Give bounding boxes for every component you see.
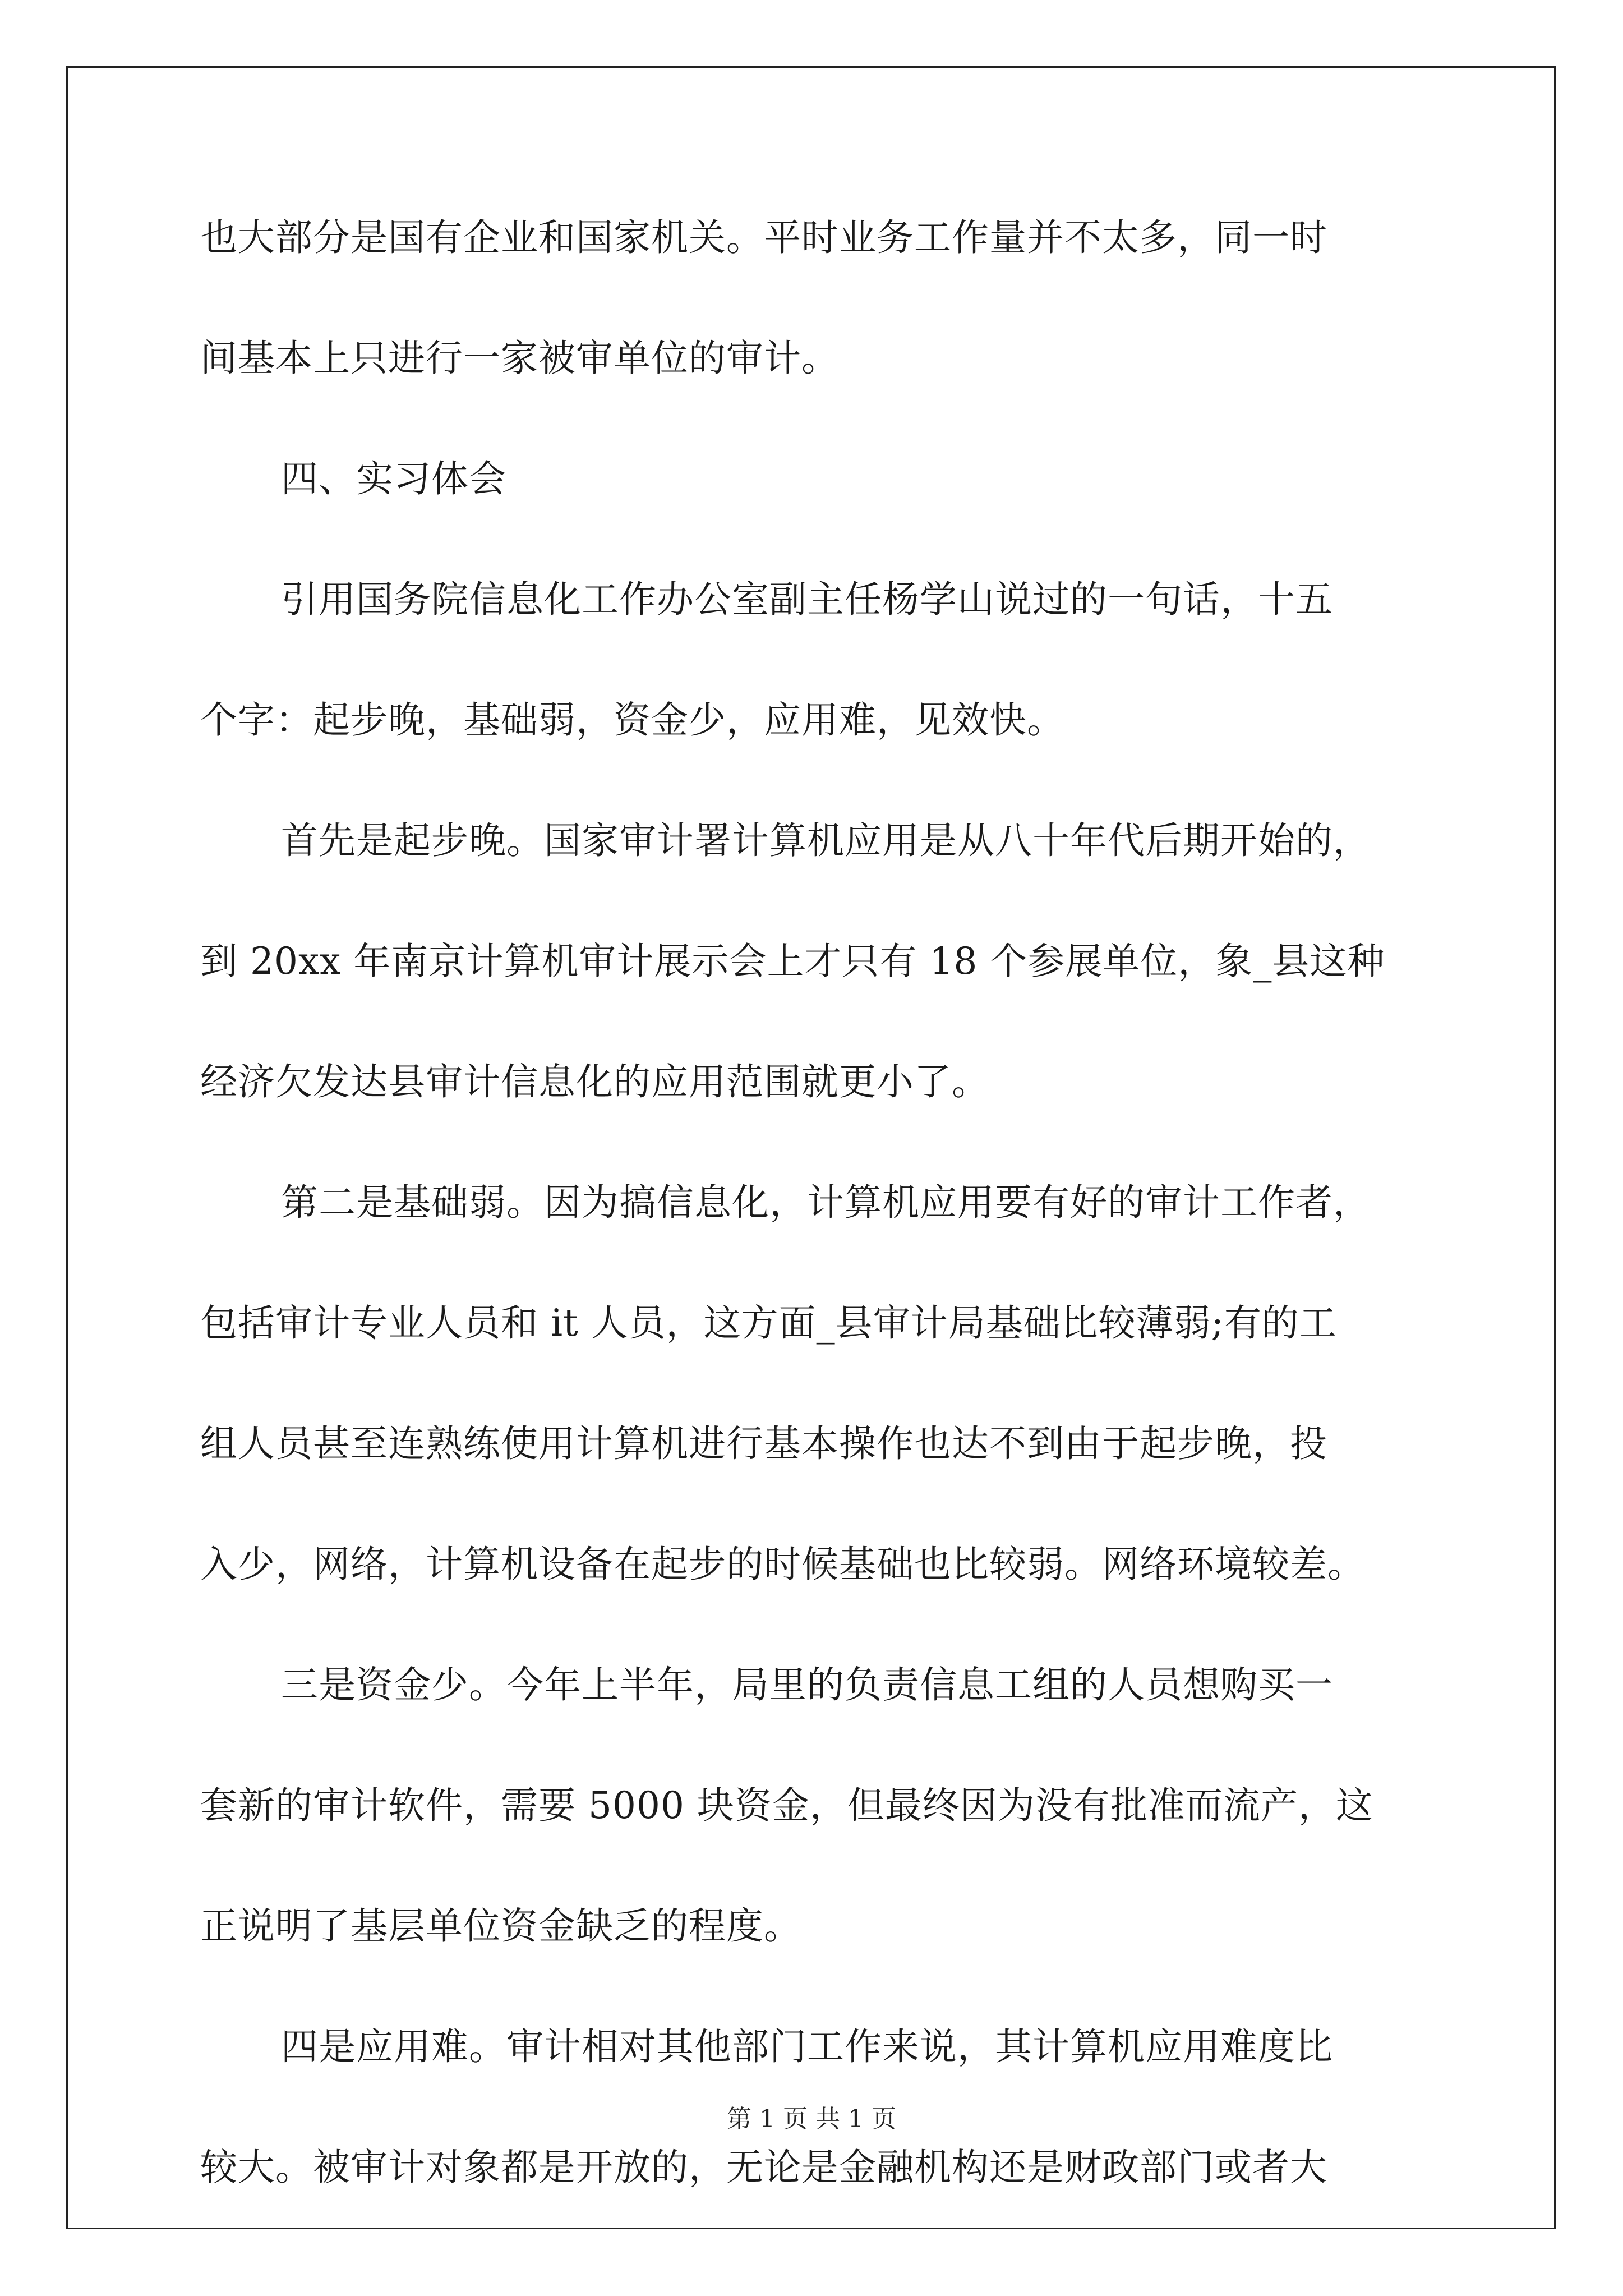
text-line: 引用国务院信息化工作办公室副主任杨学山说过的一句话，十五 — [281, 578, 1333, 621]
text-line: 也大部分是国有企业和国家机关。平时业务工作量并不太多，同一时 — [200, 216, 1327, 259]
page-footer — [0, 2105, 1623, 2133]
text-line: 首先是起步晚。国家审计署计算机应用是从八十年代后期开始的， — [281, 819, 1371, 862]
page-number-label: 第 1 页 共 1 页 — [727, 2105, 896, 2133]
document-body — [200, 217, 1434, 2189]
text-line: 较大。被审计对象都是开放的，无论是金融机构还是财政部门或者大 — [200, 2146, 1327, 2189]
text-line: 组人员甚至连熟练使用计算机进行基本操作也达不到由于起步晚，投 — [200, 1422, 1327, 1465]
text-line: 间基本上只进行一家被审单位的审计。 — [200, 337, 839, 380]
text-line: 三是资金少。今年上半年，局里的负责信息工组的人员想购买一 — [281, 1663, 1333, 1706]
text-line: 第二是基础弱。因为搞信息化，计算机应用要有好的审计工作者， — [281, 1181, 1371, 1224]
text-line: 正说明了基层单位资金缺乏的程度。 — [200, 1904, 801, 1948]
text-line: 个字：起步晚，基础弱，资金少，应用难，见效快。 — [200, 698, 1064, 742]
text-line: 经济欠发达县审计信息化的应用范围就更小了。 — [200, 1060, 989, 1103]
section-heading: 四、实习体会 — [281, 457, 506, 500]
text-line: 四是应用难。审计相对其他部门工作来说，其计算机应用难度比 — [281, 2025, 1333, 2068]
text-line: 包括审计专业人员和 it 人员，这方面_县审计局基础比较薄弱;有的工 — [200, 1301, 1337, 1345]
text-line: 套新的审计软件，需要 5000 块资金，但最终因为没有批准而流产，这 — [200, 1784, 1373, 1827]
text-line: 入少，网络，计算机设备在起步的时候基础也比较弱。网络环境较差。 — [200, 1543, 1365, 1586]
text-line: 到 20xx 年南京计算机审计展示会上才只有 18 个参展单位，象_县这种 — [200, 940, 1385, 983]
